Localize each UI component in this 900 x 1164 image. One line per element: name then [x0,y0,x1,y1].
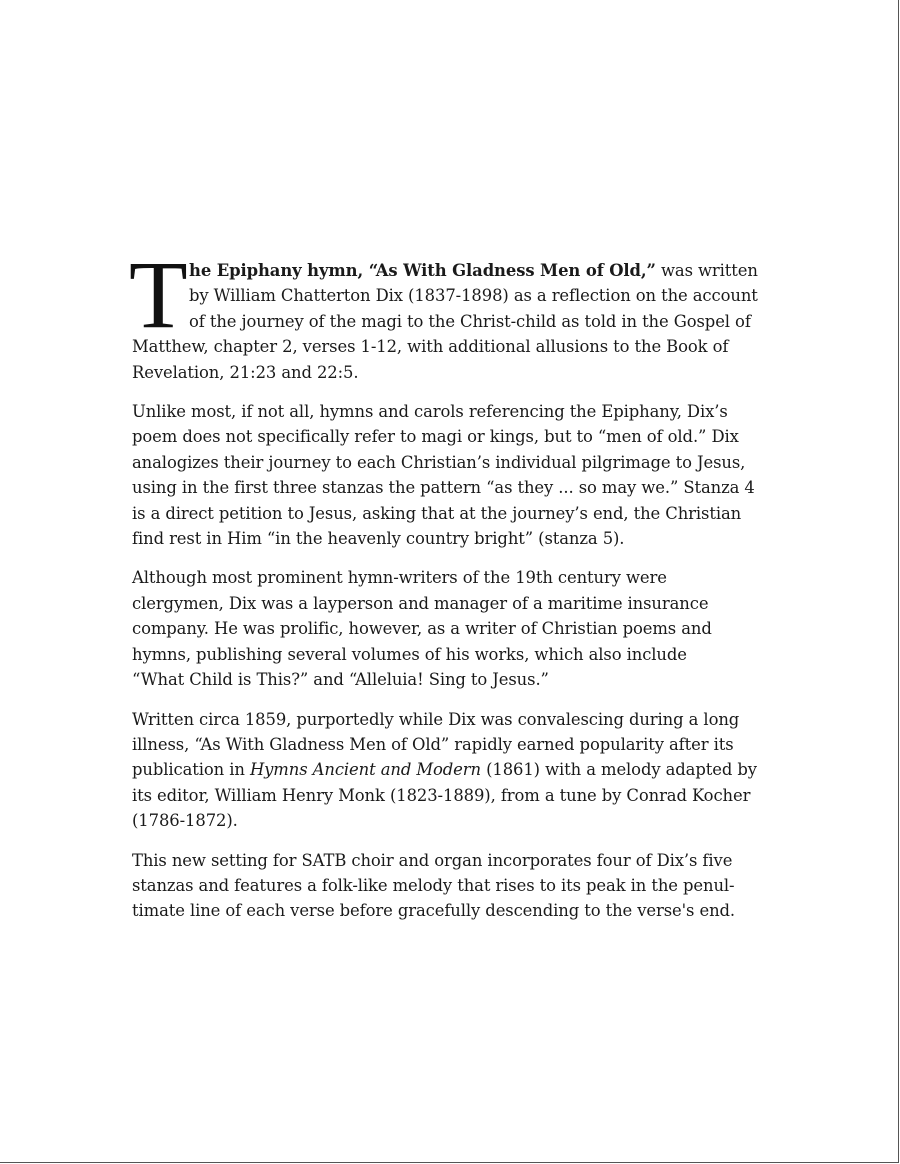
p4-line-3-pre: publication in [132,760,250,780]
intro-line-1 [132,258,772,283]
p2-line-2: poem does not specifically refer to magi or kings, but to “men of old.” Dix [132,427,739,447]
p5-line-1: This new setting for SATB choir and organ incorporates four of Dix’s five [132,850,733,870]
paragraph-2 [132,399,772,551]
p4-line-3 [132,757,772,782]
paragraph-5 [132,848,772,924]
hymn-title-lead: he Epiphany hymn, “As With Gladness Men of Old,” [189,261,656,280]
p2-line-3: analogizes their journey to each Christian’s individual pilgrimage to Jesus, [132,452,746,472]
p3-line-1: Although most prominent hymn-writers of the 19th century were [132,568,667,588]
intro-paragraph [129,241,772,385]
intro-line-2: by William Chatterton Dix (1837-1898) as a reflection on the account [189,286,758,306]
intro-line-5: Revelation, 21:23 and 22:5. [132,362,359,382]
intro-line-3: of the journey of the magi to the Christ-child as told in the Gospel of [189,311,751,331]
p4-line-1: Written circa 1859, purportedly while Dix was convalescing during a long [132,709,740,729]
intro-line-4: Matthew, chapter 2, verses 1-12, with additional allusions to the Book of [132,337,729,357]
p3-line-2: clergymen, Dix was a layperson and manager of a maritime insurance [132,593,709,613]
p2-line-5: is a direct petition to Jesus, asking that at the journey’s end, the Christian [132,503,742,523]
p4-line-5: (1786-1872). [132,811,238,831]
paragraph-3 [132,565,772,692]
program-notes [129,241,772,938]
hymnal-title: Hymns Ancient and Modern [249,760,481,780]
p3-line-3: company. He was prolific, however, as a writer of Christian poems and [132,619,712,639]
p2-line-6: find rest in Him “in the heavenly country bright” (stanza 5). [132,529,625,549]
intro-lead-rest: was written [655,261,758,280]
p5-line-3: timate line of each verse before gracefully descending to the verse's end. [132,901,736,921]
p3-line-4: hymns, publishing several volumes of his works, which also include [132,644,687,664]
p4-line-3-post: (1861) with a melody adapted by [480,760,757,780]
drop-cap: T [129,241,188,348]
p2-line-1: Unlike most, if not all, hymns and carols referencing the Epiphany, Dix’s [132,402,728,422]
p4-line-4: its editor, William Henry Monk (1823-1889), from a tune by Conrad Kocher [132,785,751,805]
p5-line-2: stanzas and features a folk-like melody that rises to its peak in the penul- [132,875,735,895]
paragraph-4 [132,707,772,834]
p3-line-5: “What Child is This?” and “Alleluia! Sing to Jesus.” [132,670,549,690]
p4-line-2: illness, “As With Gladness Men of Old” rapidly earned popularity after its [132,734,734,754]
p2-line-4: using in the first three stanzas the pattern “as they ... so may we.” Stanza 4 [132,478,755,498]
